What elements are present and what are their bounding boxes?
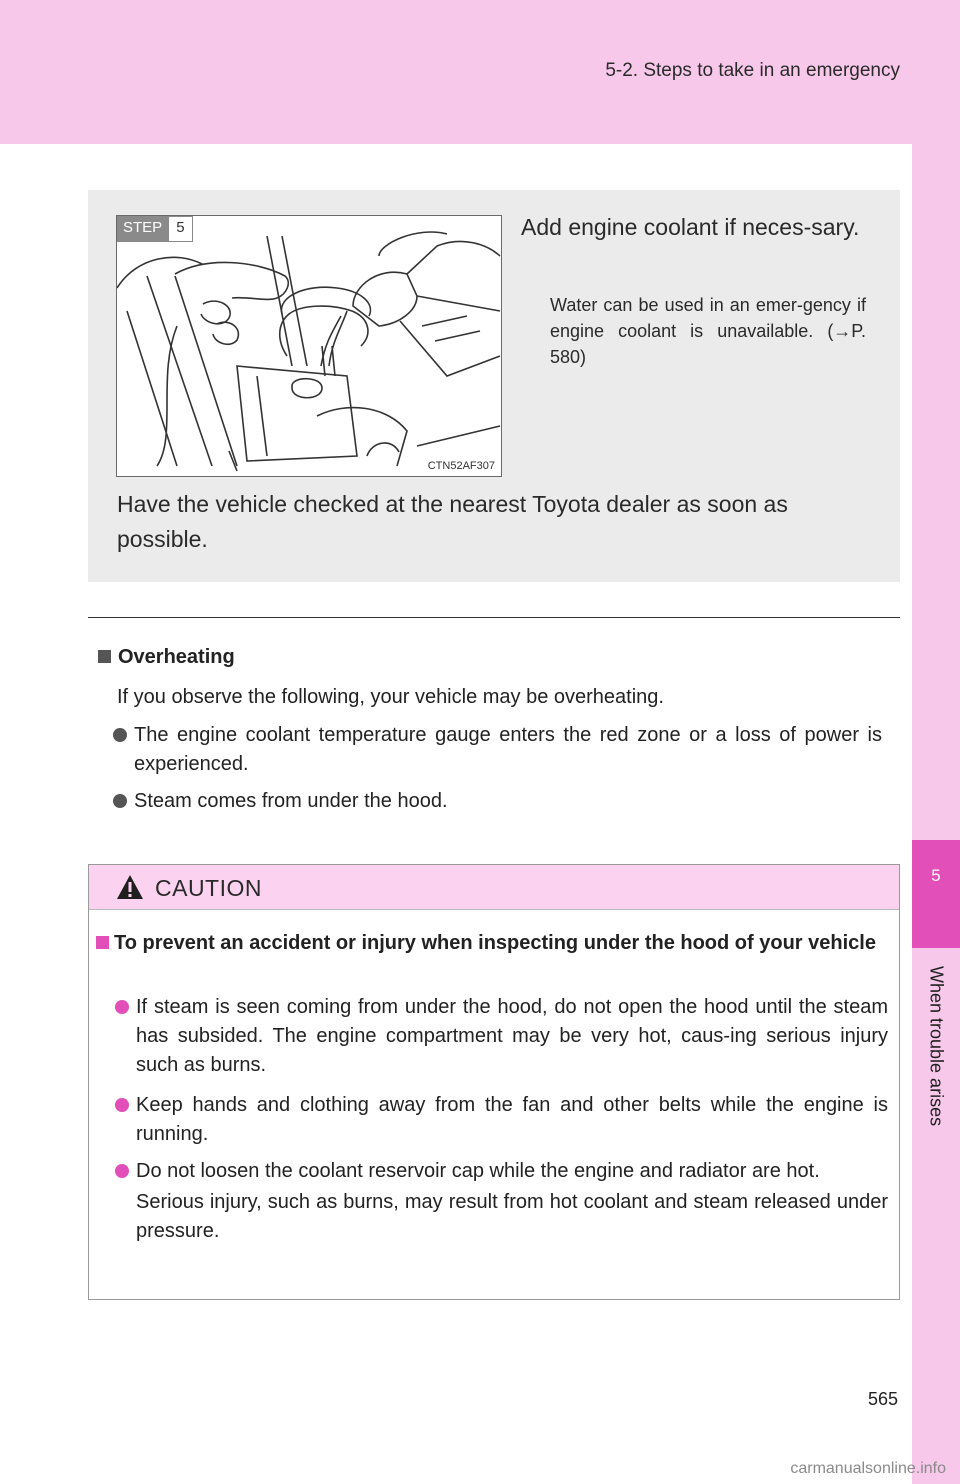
warning-triangle-icon <box>115 873 145 901</box>
site-watermark: carmanualsonline.info <box>790 1460 946 1477</box>
section-divider <box>88 617 900 618</box>
overheating-heading <box>98 646 235 669</box>
caution-label: CAUTION <box>155 875 262 901</box>
chapter-side-tab <box>912 144 960 1484</box>
overheating-bullet-2-text: Steam comes from under the hood. <box>134 790 448 812</box>
caution-bullet-3 <box>136 1157 888 1246</box>
chapter-number: 5 <box>931 866 941 885</box>
step-badge <box>117 216 193 242</box>
overheating-bullet-1-text: The engine coolant temperature gauge enters the red zone or a loss of power is experienced. <box>134 724 882 775</box>
caution-bullet-3-text: Do not loosen the coolant reservoir cap while the engine and radiator are hot. <box>136 1160 820 1182</box>
coolant-illustration <box>116 215 502 477</box>
caution-title <box>100 928 890 958</box>
caution-bullet-2-text: Keep hands and clothing away from the fan and other belts while the engine is running. <box>136 1094 888 1145</box>
square-bullet-icon <box>98 650 111 663</box>
round-bullet-icon <box>115 1098 129 1112</box>
overheating-title: Overheating <box>118 646 235 668</box>
page-number: 565 <box>867 1389 898 1409</box>
chapter-number-box <box>912 840 960 948</box>
step-badge-number: 5 <box>168 216 192 242</box>
caution-header <box>89 865 899 910</box>
engine-bay-drawing <box>117 216 501 476</box>
overheating-bullet-2 <box>134 787 882 816</box>
step-sub-text: Water can be used in an emer-gency if engine coolant is unavailable. (→P. 580) <box>550 295 866 367</box>
square-bullet-icon <box>96 936 109 949</box>
caution-bullet-1 <box>136 993 888 1080</box>
round-bullet-icon <box>113 794 127 808</box>
round-bullet-icon <box>115 1000 129 1014</box>
illustration-code: CTN52AF307 <box>427 460 495 472</box>
overheating-intro: If you observe the following, your vehicle may be overheating. <box>117 686 664 708</box>
step-badge-word: STEP <box>117 216 168 242</box>
dealer-check-note: Have the vehicle checked at the nearest Toyota dealer as soon as possible. <box>117 491 788 552</box>
caution-bullet-3-followup: Serious injury, such as burns, may result from hot coolant and steam released under pressure. <box>136 1191 888 1242</box>
overheating-bullet-1 <box>134 721 882 779</box>
page-header <box>0 0 960 144</box>
round-bullet-icon <box>115 1164 129 1178</box>
chapter-label: When trouble arises <box>926 966 947 1127</box>
caution-bullet-2 <box>136 1091 888 1149</box>
step-main-text: Add engine coolant if neces-sary. <box>521 214 860 240</box>
caution-bullet-1-text: If steam is seen coming from under the hood, do not open the hood until the steam has subsided. The engine compartment may be very hot, caus-ing serious injury such as burns. <box>136 996 888 1076</box>
caution-title-text: To prevent an accident or injury when inspecting under the hood of your vehicle <box>114 932 876 954</box>
section-title: 5-2. Steps to take in an emergency <box>605 60 900 81</box>
round-bullet-icon <box>113 728 127 742</box>
